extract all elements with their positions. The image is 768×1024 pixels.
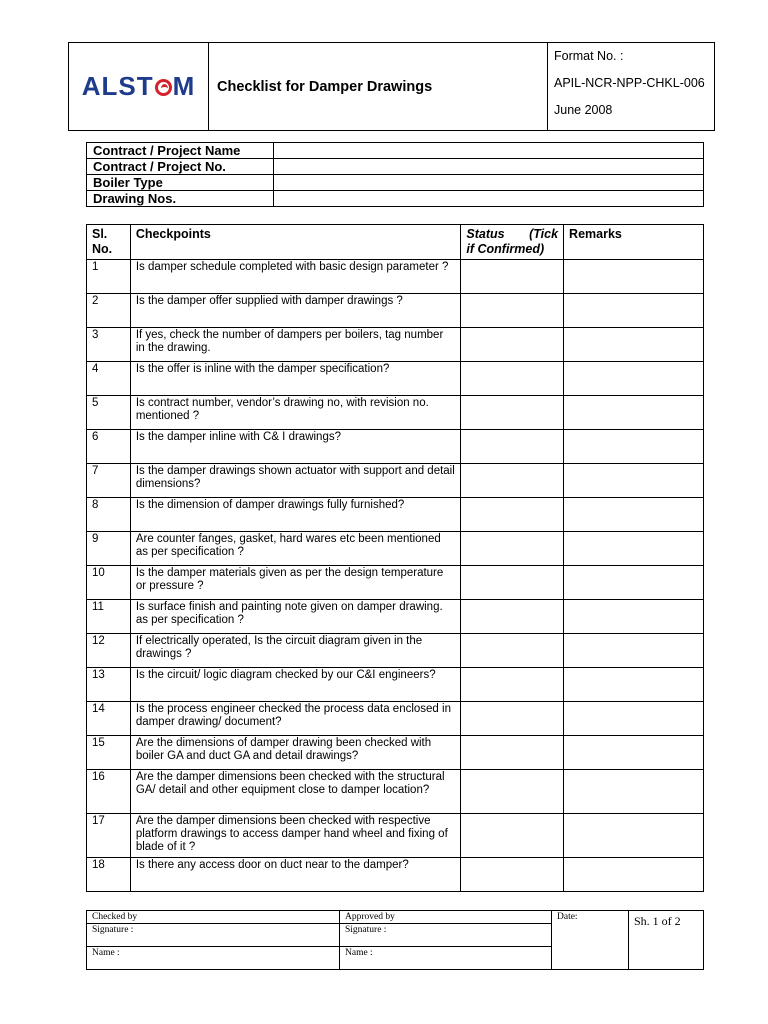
row-remarks-cell[interactable]	[564, 600, 704, 634]
row-checkpoint: Is the damper drawings shown actuator with support and detail dimensions?	[130, 464, 461, 498]
checklist-row	[87, 396, 704, 430]
format-info	[548, 43, 715, 131]
row-number: 5	[87, 396, 131, 430]
info-value-field[interactable]	[274, 143, 704, 159]
row-number: 4	[87, 362, 131, 396]
row-number: 17	[87, 814, 131, 858]
checklist-row	[87, 600, 704, 634]
row-status-cell[interactable]	[461, 634, 564, 668]
checklist-table	[86, 224, 704, 892]
document-header	[68, 42, 715, 131]
name-field-checked[interactable]: Name :	[87, 947, 340, 970]
project-info-table	[86, 142, 704, 207]
row-remarks-cell[interactable]	[564, 532, 704, 566]
row-number: 1	[87, 260, 131, 294]
row-number: 3	[87, 328, 131, 362]
row-status-cell[interactable]	[461, 736, 564, 770]
row-remarks-cell[interactable]	[564, 396, 704, 430]
row-remarks-cell[interactable]	[564, 464, 704, 498]
checklist-row	[87, 736, 704, 770]
header-status-word2: (Tick	[529, 227, 559, 241]
row-number: 2	[87, 294, 131, 328]
header-status-word1: Status	[466, 227, 505, 241]
row-checkpoint: Is the dimension of damper drawings fully furnished?	[130, 498, 461, 532]
row-status-cell[interactable]	[461, 498, 564, 532]
checklist-header-row	[87, 225, 704, 260]
info-value-field[interactable]	[274, 191, 704, 207]
info-label: Drawing Nos.	[87, 191, 274, 207]
checklist-row	[87, 430, 704, 464]
date-label: Date:	[557, 912, 578, 922]
row-number: 14	[87, 702, 131, 736]
checklist-row	[87, 668, 704, 702]
row-number: 12	[87, 634, 131, 668]
header-sl-line1: Sl.	[92, 227, 108, 241]
row-checkpoint: Is the circuit/ logic diagram checked by our C&I engineers?	[130, 668, 461, 702]
row-checkpoint: Is the damper inline with C& I drawings?	[130, 430, 461, 464]
checklist-row	[87, 814, 704, 858]
format-number: APIL-NCR-NPP-CHKL-006	[554, 76, 705, 90]
sheet-number: Sh. 1 of 2	[629, 911, 704, 970]
row-number: 11	[87, 600, 131, 634]
document-title: Checklist for Damper Drawings	[209, 43, 548, 131]
row-status-cell[interactable]	[461, 464, 564, 498]
logo-o-icon	[155, 79, 172, 96]
row-number: 8	[87, 498, 131, 532]
row-status-cell[interactable]	[461, 668, 564, 702]
checklist-row	[87, 464, 704, 498]
header-status-line2: if Confirmed)	[466, 242, 545, 256]
row-remarks-cell[interactable]	[564, 770, 704, 814]
row-checkpoint: Are the damper dimensions been checked with the structural GA/ detail and other equipment close to damper location?	[130, 770, 461, 814]
row-status-cell[interactable]	[461, 260, 564, 294]
row-number: 10	[87, 566, 131, 600]
signoff-footer	[86, 910, 704, 970]
header-sl-no	[87, 225, 131, 260]
row-checkpoint: Are the dimensions of damper drawing been checked with boiler GA and duct GA and detail drawings?	[130, 736, 461, 770]
row-remarks-cell[interactable]	[564, 294, 704, 328]
row-checkpoint: Is the damper materials given as per the design temperature or pressure ?	[130, 566, 461, 600]
row-number: 16	[87, 770, 131, 814]
signature-field-checked[interactable]: Signature :	[87, 924, 340, 947]
row-status-cell[interactable]	[461, 430, 564, 464]
header-sl-line2: No.	[92, 242, 113, 256]
format-label: Format No. :	[554, 49, 624, 63]
row-status-cell[interactable]	[461, 532, 564, 566]
logo-text-right: M	[172, 71, 196, 101]
row-checkpoint: Is damper schedule completed with basic design parameter ?	[130, 260, 461, 294]
row-checkpoint: If yes, check the number of dampers per boilers, tag number in the drawing.	[130, 328, 461, 362]
row-number: 18	[87, 858, 131, 892]
checklist-row	[87, 858, 704, 892]
info-row	[87, 143, 704, 159]
info-row	[87, 175, 704, 191]
checklist-row	[87, 498, 704, 532]
alstom-logo	[82, 73, 196, 99]
checklist-row	[87, 770, 704, 814]
row-number: 7	[87, 464, 131, 498]
date-field[interactable]	[552, 911, 629, 970]
name-field-approved[interactable]: Name :	[340, 947, 552, 970]
checklist-row	[87, 532, 704, 566]
info-value-field[interactable]	[274, 175, 704, 191]
row-remarks-cell[interactable]	[564, 498, 704, 532]
header-status	[461, 225, 564, 260]
checked-by-label: Checked by	[87, 911, 340, 924]
row-checkpoint: Is the process engineer checked the process data enclosed in damper drawing/ document?	[130, 702, 461, 736]
header-checkpoints: Checkpoints	[130, 225, 461, 260]
row-remarks-cell[interactable]	[564, 634, 704, 668]
row-status-cell[interactable]	[461, 770, 564, 814]
row-status-cell[interactable]	[461, 702, 564, 736]
checklist-row	[87, 702, 704, 736]
checklist-row	[87, 328, 704, 362]
row-checkpoint: Are counter fanges, gasket, hard wares etc been mentioned as per specification ?	[130, 532, 461, 566]
row-status-cell[interactable]	[461, 600, 564, 634]
checklist-row	[87, 634, 704, 668]
row-remarks-cell[interactable]	[564, 430, 704, 464]
row-checkpoint: Is there any access door on duct near to the damper?	[130, 858, 461, 892]
row-remarks-cell[interactable]	[564, 362, 704, 396]
row-remarks-cell[interactable]	[564, 328, 704, 362]
row-remarks-cell[interactable]	[564, 858, 704, 892]
row-remarks-cell[interactable]	[564, 736, 704, 770]
info-label: Contract / Project Name	[87, 143, 274, 159]
info-row	[87, 191, 704, 207]
row-checkpoint: If electrically operated, Is the circuit diagram given in the drawings ?	[130, 634, 461, 668]
row-remarks-cell[interactable]	[564, 702, 704, 736]
checklist-row	[87, 566, 704, 600]
logo-cell	[69, 43, 209, 131]
info-value-field[interactable]	[274, 159, 704, 175]
row-remarks-cell[interactable]	[564, 566, 704, 600]
row-status-cell[interactable]	[461, 396, 564, 430]
row-status-cell[interactable]	[461, 814, 564, 858]
row-status-cell[interactable]	[461, 858, 564, 892]
row-checkpoint: Are the damper dimensions been checked with respective platform drawings to access damper hand wheel and fixing of blade of it ?	[130, 814, 461, 858]
row-remarks-cell[interactable]	[564, 814, 704, 858]
row-number: 6	[87, 430, 131, 464]
row-remarks-cell[interactable]	[564, 668, 704, 702]
info-row	[87, 159, 704, 175]
info-label: Boiler Type	[87, 175, 274, 191]
row-status-cell[interactable]	[461, 294, 564, 328]
info-label: Contract / Project No.	[87, 159, 274, 175]
row-number: 13	[87, 668, 131, 702]
row-checkpoint: Is the offer is inline with the damper specification?	[130, 362, 461, 396]
header-remarks: Remarks	[564, 225, 704, 260]
logo-text-left: ALST	[81, 71, 154, 101]
row-checkpoint: Is surface finish and painting note given on damper drawing. as per specification ?	[130, 600, 461, 634]
row-checkpoint: Is the damper offer supplied with damper drawings ?	[130, 294, 461, 328]
row-checkpoint: Is contract number, vendor’s drawing no, with revision no. mentioned ?	[130, 396, 461, 430]
document-date: June 2008	[554, 103, 613, 117]
row-status-cell[interactable]	[461, 328, 564, 362]
row-number: 15	[87, 736, 131, 770]
approved-by-label: Approved by	[340, 911, 552, 924]
checklist-row	[87, 362, 704, 396]
row-number: 9	[87, 532, 131, 566]
checklist-row	[87, 260, 704, 294]
row-status-cell[interactable]	[461, 362, 564, 396]
row-remarks-cell[interactable]	[564, 260, 704, 294]
row-status-cell[interactable]	[461, 566, 564, 600]
checklist-row	[87, 294, 704, 328]
signature-field-approved[interactable]: Signature :	[340, 924, 552, 947]
